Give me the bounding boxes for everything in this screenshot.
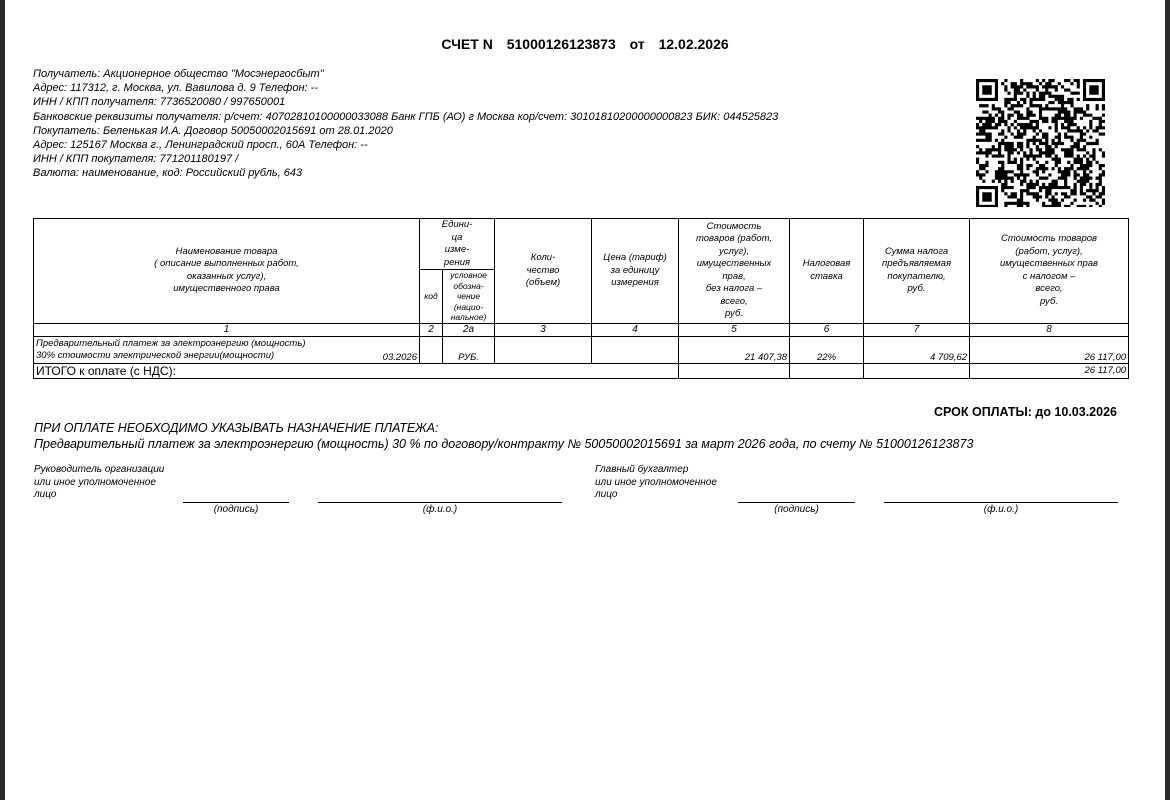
- recipient-address-line: Адрес: 117312, г. Москва, ул. Вавилова д. 9 Телефон: --: [33, 82, 318, 95]
- invoice-header: [33, 67, 778, 181]
- row-tax-rate: 22%: [790, 336, 864, 363]
- head-name-line: [318, 502, 562, 503]
- column-numbers-row: [34, 323, 1129, 336]
- payment-purpose: Предварительный платеж за электроэнергию (мощность) 30 % по договору/контракту № 50050002015691 за март 2026 года, по счету № 51000126123873: [34, 437, 974, 451]
- invoice-label: СЧЕТ N: [441, 36, 493, 52]
- total-empty-cell: [790, 363, 864, 378]
- header-unit: Едини- ца изме- рения: [420, 219, 495, 270]
- row-price: [592, 336, 679, 363]
- column-number: 7: [864, 323, 970, 336]
- row-unit-symbol: РУБ.: [443, 336, 495, 363]
- head-signature-line: [183, 502, 289, 503]
- row-tax-sum: 4 709,62: [864, 336, 970, 363]
- header-cost-no-tax: Стоимость товаров (работ, услуг), имущественных прав, без налога – всего, руб.: [679, 219, 790, 324]
- bank-details-line: Банковские реквизиты получателя: р/счет: 40702810100000033088 Банк ГПБ (АО) г Москва кор/счет: 30101810200000000823 БИК: 044525823: [33, 110, 779, 123]
- total-value: 26 117,00: [970, 363, 1129, 378]
- invoice-number: 51000126123873: [506, 36, 616, 52]
- column-number: 8: [970, 323, 1129, 336]
- header-unit-symbol: условное обозна- чение (нацио- нальное): [443, 270, 495, 324]
- total-empty-cell: [679, 363, 790, 378]
- buyer-address-line: Адрес: 125167 Москва г., Ленинградский просп., 60А Телефон: --: [33, 139, 368, 152]
- header-quantity: Коли- чество (объем): [495, 219, 592, 324]
- column-number: 2: [420, 323, 443, 336]
- total-empty-cell: [864, 363, 970, 378]
- table-header-row: [34, 219, 1129, 270]
- qr-finder-pattern: [976, 186, 998, 207]
- accountant-signature-line: [738, 502, 855, 503]
- currency-line: Валюта: наименование, код: Российский рубль, 643: [33, 167, 303, 180]
- buyer-inn-line: ИНН / КПП покупателя: 771201180197 /: [33, 153, 239, 166]
- row-period: 03.2026: [382, 351, 417, 363]
- buyer-line: Покупатель: Беленькая И.А. Договор 50050002015691 от 28.01.2020: [33, 124, 393, 137]
- row-description-cell: [34, 336, 420, 363]
- accountant-signature-caption: (подпись): [774, 504, 819, 515]
- qr-code-icon: [976, 79, 1105, 207]
- page-edge-right: [1165, 0, 1170, 800]
- table-row: [34, 336, 1129, 363]
- row-cost-with-tax: 26 117,00: [970, 336, 1129, 363]
- row-quantity: [495, 336, 592, 363]
- column-number: 4: [592, 323, 679, 336]
- payment-note: ПРИ ОПЛАТЕ НЕОБХОДИМО УКАЗЫВАТЬ НАЗНАЧЕНИЕ ПЛАТЕЖА:: [34, 421, 439, 435]
- column-number: 2а: [443, 323, 495, 336]
- column-number: 1: [34, 323, 420, 336]
- header-unit-code: код: [420, 270, 443, 324]
- header-tax-rate: Налоговая ставка: [790, 219, 864, 324]
- head-role: Руководитель организации или иное уполномоченное лицо: [34, 464, 165, 500]
- column-number: 5: [679, 323, 790, 336]
- accountant-name-line: [884, 502, 1118, 503]
- row-description: Предварительный платеж за электроэнергию (мощность) 30% стоимости электрической энергии(мощности): [36, 337, 306, 361]
- column-number: 3: [495, 323, 592, 336]
- column-number: 6: [790, 323, 864, 336]
- head-name-caption: (ф.и.о.): [422, 504, 458, 515]
- recipient-line: Получатель: Акционерное общество "Мосэнергосбыт": [33, 68, 324, 80]
- invoice-table: [33, 218, 1129, 379]
- qr-finder-pattern: [976, 79, 998, 101]
- invoice-date: 12.02.2026: [658, 36, 729, 52]
- head-signature-caption: (подпись): [213, 504, 259, 515]
- invoice-title: [5, 36, 1165, 52]
- payment-due: СРОК ОПЛАТЫ: до 10.03.2026: [933, 405, 1117, 419]
- accountant-name-caption: (ф.и.о.): [983, 504, 1019, 515]
- total-label: ИТОГО к оплате (с НДС):: [34, 363, 679, 378]
- header-cost-with-tax: Стоимость товаров (работ, услуг), имущественных прав с налогом – всего, руб.: [970, 219, 1129, 324]
- qr-finder-pattern: [1083, 79, 1105, 101]
- invoice-date-label: от: [629, 36, 645, 52]
- total-row: [34, 363, 1129, 378]
- recipient-inn-line: ИНН / КПП получателя: 7736520080 / 997650001: [33, 96, 286, 109]
- accountant-role: Главный бухгалтер или иное уполномоченное лицо: [595, 464, 717, 500]
- row-unit-code: [420, 336, 443, 363]
- invoice-page: [5, 0, 1165, 800]
- row-cost-no-tax: 21 407,38: [679, 336, 790, 363]
- header-tax-sum: Сумма налога предъявляемая покупателю, руб.: [864, 219, 970, 324]
- header-name: Наименование товара ( описание выполненных работ, оказанных услуг), имущественного права: [34, 219, 420, 324]
- header-price: Цена (тариф) за единицу измерения: [592, 219, 679, 324]
